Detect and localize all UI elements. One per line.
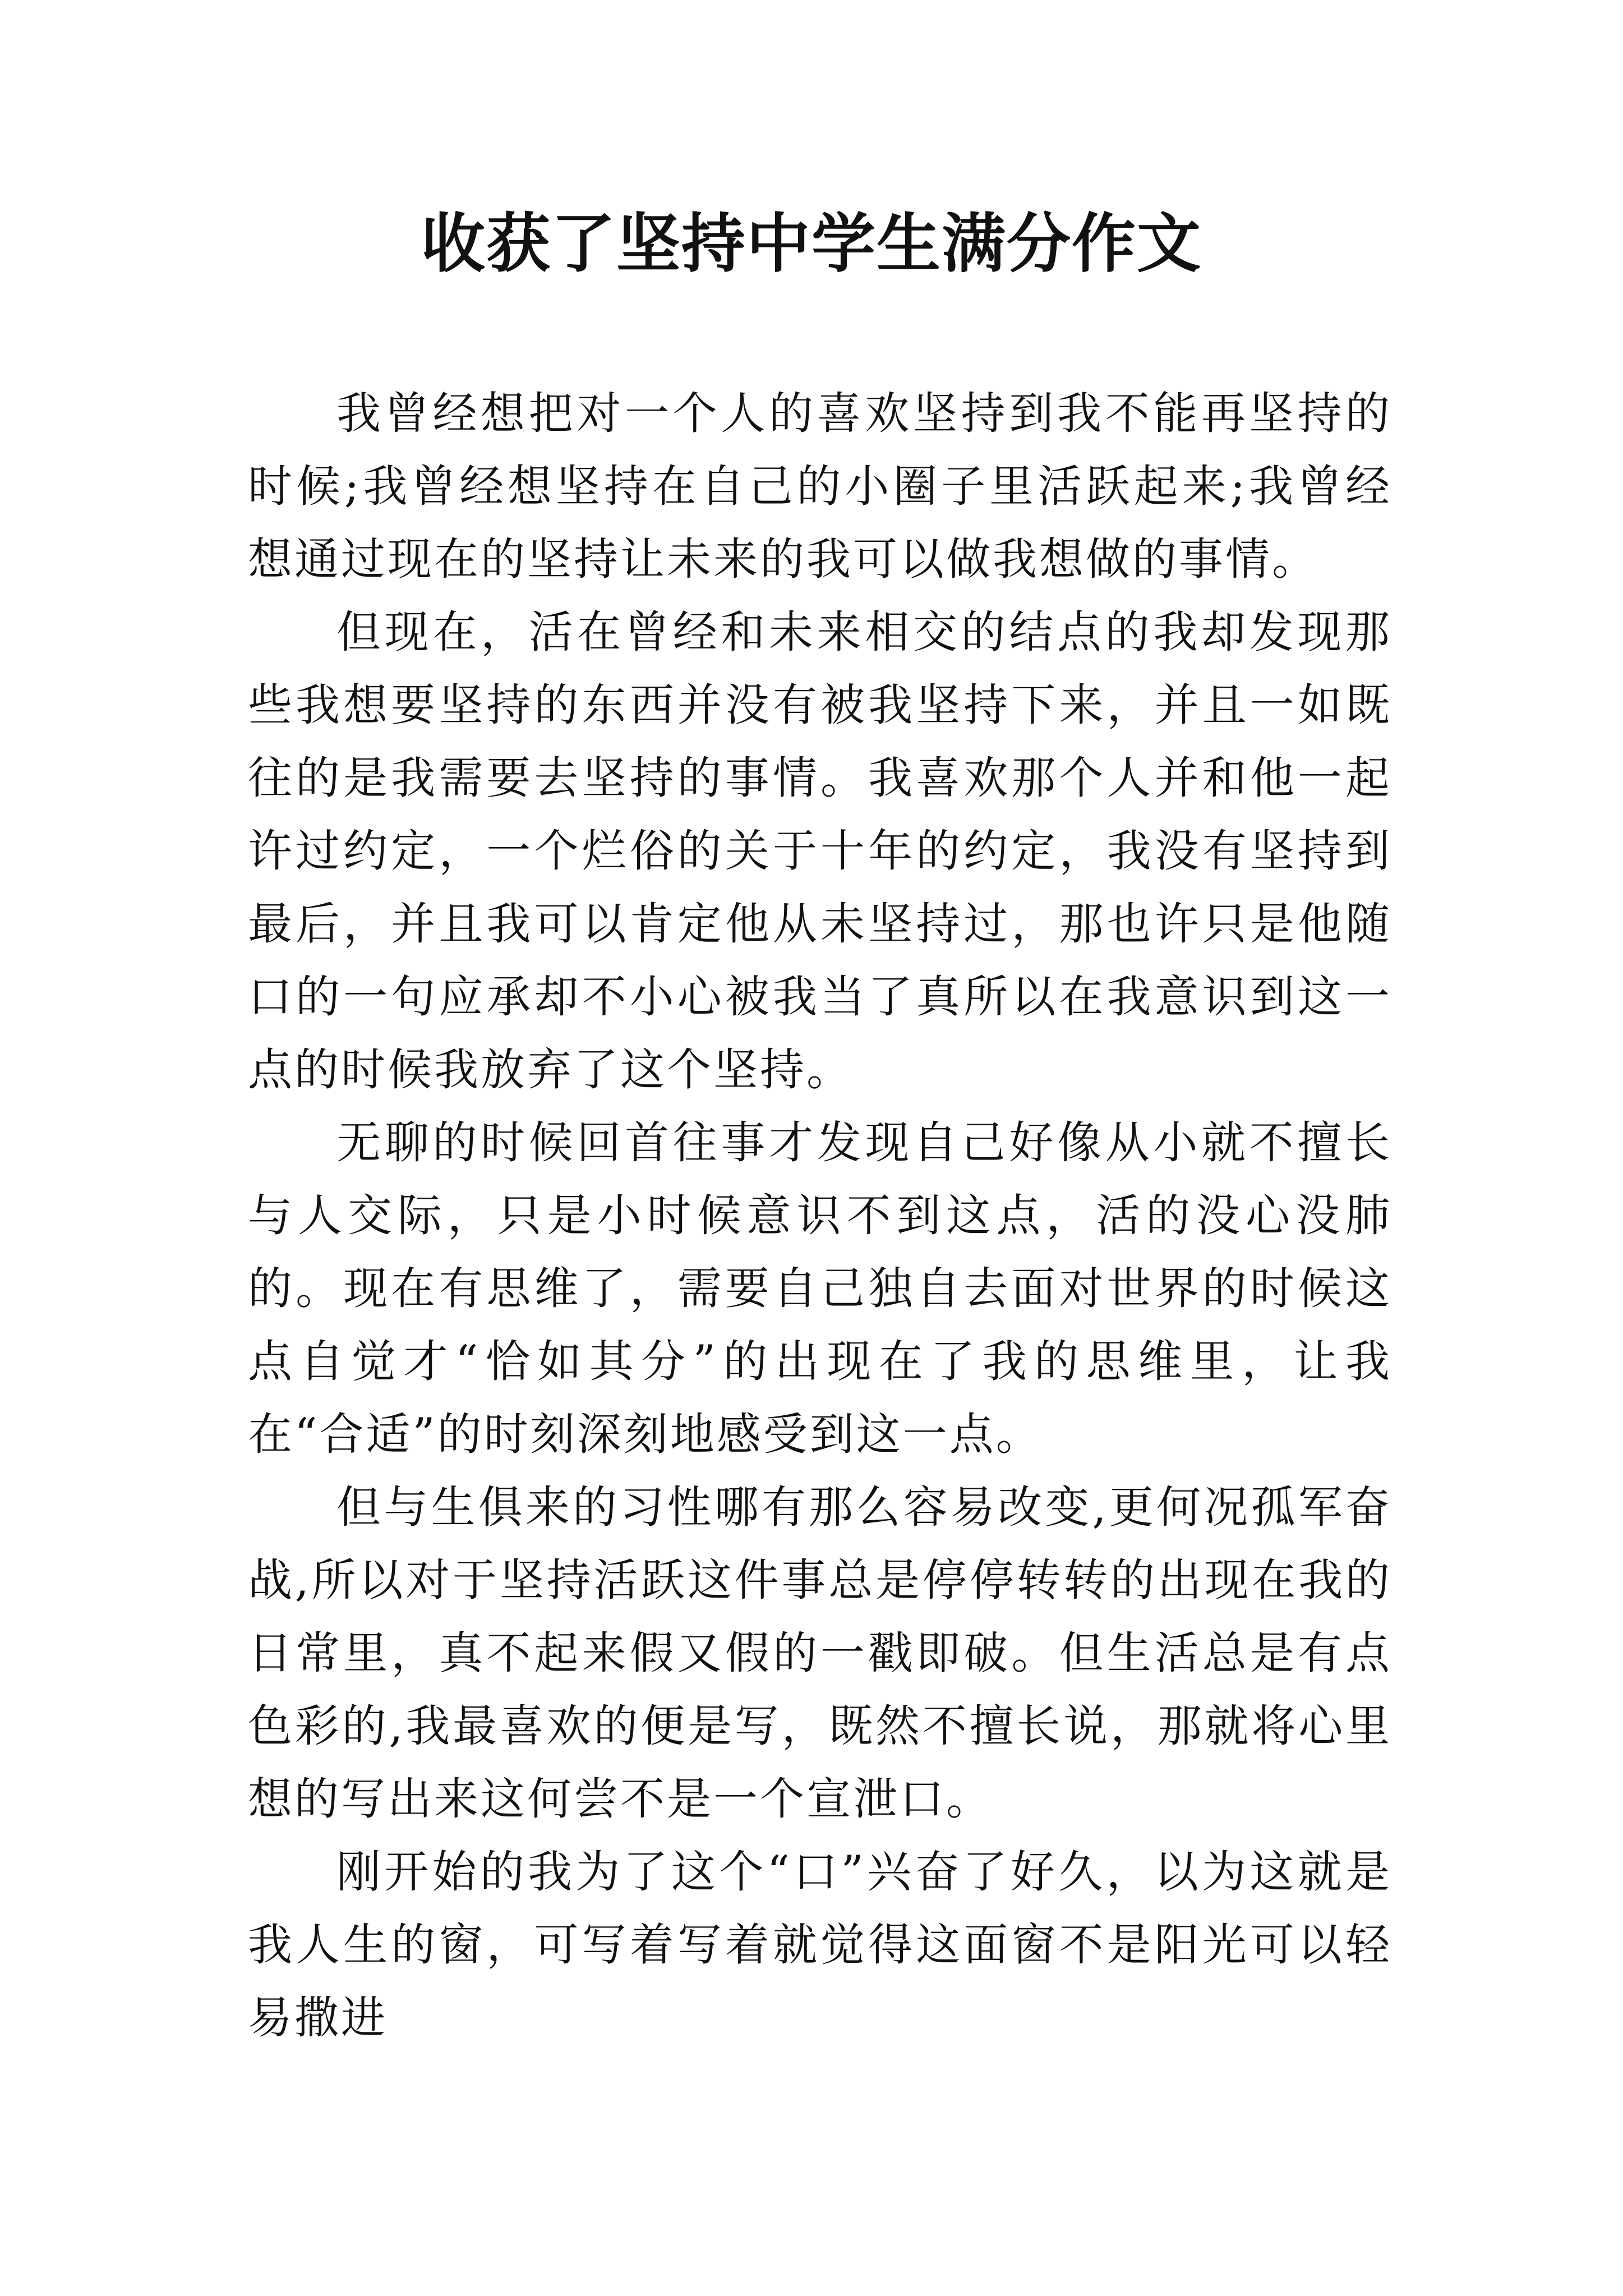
essay-body [248,377,1392,2054]
paragraph: 但与生俱来的习性哪有那么容易改变,更何况孤军奋战,所以对于坚持活跃这件事总是停停转转的出现在我的日常里，真不起来假又假的一戳即破。但生活总是有点色彩的,我最喜欢的便是写，既然不擅长说，那就将心里想的写出来这何尝不是一个宣泄口。 [248,1481,1392,1825]
paragraph: 无聊的时候回首往事才发现自己好像从小就不擅长与人交际，只是小时候意识不到这点，活的没心没肺的。现在有思维了，需要自己独自去面对世界的时候这点自觉才“恰如其分”的出现在了我的思维里，让我在“合适”的时刻深刻地感受到这一点。 [248,1117,1392,1460]
document-title: 收获了坚持中学生满分作文 [421,206,1202,281]
paragraph: 但现在，活在曾经和未来相交的结点的我却发现那些我想要坚持的东西并没有被我坚持下来，并且一如既往的是我需要去坚持的事情。我喜欢那个人并和他一起许过约定，一个烂俗的关于十年的约定，我没有坚持到最后，并且我可以肯定他从未坚持过，那也许只是他随口的一句应承却不小心被我当了真所以在我意识到这一点的时候我放弃了这个坚持。 [248,606,1392,1096]
paragraph: 我曾经想把对一个人的喜欢坚持到我不能再坚持的时候;我曾经想坚持在自己的小圈子里活跃起来;我曾经想通过现在的坚持让未来的我可以做我想做的事情。 [248,388,1392,585]
paragraph: 刚开始的我为了这个“口”兴奋了好久，以为这就是我人生的窗，可写着写着就觉得这面窗不是阳光可以轻易撒进 [248,1846,1392,2044]
